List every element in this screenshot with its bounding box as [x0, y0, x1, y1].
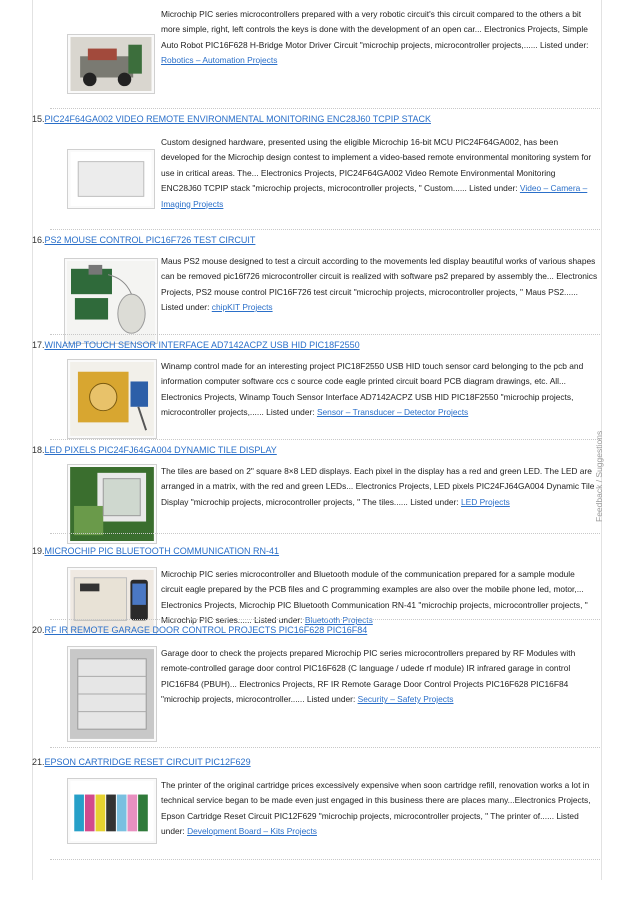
entry-title-link[interactable]: EPSON CARTRIDGE RESET CIRCUIT PIC12F629 — [44, 757, 251, 767]
feedback-tab[interactable] — [592, 412, 604, 522]
separator — [50, 533, 600, 534]
entry-thumbnail[interactable] — [67, 646, 157, 742]
entry-number: 17. — [32, 340, 45, 350]
entry-number: 15. — [32, 114, 45, 124]
touch-sensor-board-image — [70, 362, 154, 436]
entry-title-link[interactable]: RF IR REMOTE GARAGE DOOR CONTROL PROJECTS PIC16F628 PIC16F84 — [44, 625, 368, 635]
separator — [50, 229, 600, 230]
entry-category-link[interactable]: Bluetooth Projects — [304, 615, 373, 626]
bluetooth-breadboard-image — [70, 570, 154, 632]
entry-category-link[interactable]: Video – Camera – Imaging Projects — [161, 183, 588, 209]
entry-category-link[interactable]: chipKIT Projects — [211, 302, 273, 313]
robot-car-image — [70, 37, 152, 91]
entry-category-link[interactable]: LED Projects — [460, 496, 510, 507]
entry-description: The printer of the original cartridge prices excessively expensive when soon cartridge refill, renovation works a lot in technical service began to be made even just engaged in this business there are places many...Electronics Projects, Epson Cartridge Reset Circuit PIC12F629 "microchip projects, microcontroller projects, " The printer of...... Listed under: Development Board – Kits Projects — [161, 780, 591, 837]
separator — [50, 334, 600, 335]
separator — [50, 859, 600, 860]
video-monitor-board-image — [70, 152, 152, 206]
intro-description: Microchip PIC series microcontrollers prepared with a very robotic circuit's this circuit compared to the others a bit more simple, right, left controls the keys is done with the development of an open car... Electronics Projects, Simple Auto Robot PIC16F628 H-Bridge Motor Driver Circuit "microchip projects, microcontroller projects,...... Listed under: Robotics – Automation Projects — [161, 9, 589, 66]
entry-number: 16. — [32, 235, 45, 245]
garage-door-image — [70, 649, 154, 739]
entry-description: Winamp control made for an interesting project PIC18F2550 USB HID touch sensor card belonging to the pcb and information computer software ccs c source code eagle printed circuit board PCB diagram drawings, etc. All... Electronics Projects, Winamp Touch Sensor Interface AD7142ACPZ USB HID PIC18F2550 "microchip projects, microcontroller projects,...... Listed under: Sensor – Transducer – Detector Projects — [161, 361, 584, 418]
entry-title-link[interactable]: PIC24F64GA002 VIDEO REMOTE ENVIRONMENTAL MONITORING ENC28J60 TCPIP STACK — [44, 114, 431, 124]
entry-title-link[interactable]: WINAMP TOUCH SENSOR INTERFACE AD7142ACPZ USB HID PIC18F2550 — [44, 340, 360, 350]
entry-description: Microchip PIC series microcontroller and Bluetooth module of the communication prepared for a sample module circuit eagle prepared by the PCB files and C programming examples are also over the mobile phone led, motor,... Electronics Projects, Microchip PIC Bluetooth Communication RN-41 "microchip projects, microcontroller projects, " Microchip PIC series...... Listed under: Bluetooth Projects — [161, 569, 588, 626]
entry-thumbnail[interactable] — [64, 258, 158, 344]
entry-number: 19. — [32, 546, 45, 556]
entry-category-link[interactable]: Development Board – Kits Projects — [187, 826, 317, 837]
entry-thumbnail[interactable] — [67, 149, 155, 209]
epson-cartridges-image — [70, 781, 154, 841]
entry-thumbnail[interactable] — [67, 359, 157, 439]
robot-car-thumbnail[interactable] — [67, 34, 155, 94]
entry-title-link[interactable]: MICROCHIP PIC BLUETOOTH COMMUNICATION RN-41 — [44, 546, 280, 556]
entry-title-link[interactable]: LED PIXELS PIC24FJ64GA004 DYNAMIC TILE DISPLAY — [44, 445, 277, 455]
entry-thumbnail[interactable] — [67, 464, 157, 544]
separator — [50, 439, 600, 440]
entry-number: 18. — [32, 445, 45, 455]
entry-description: Garage door to check the projects prepared Microchip PIC series microcontrollers prepared by RF Modules with remote-controlled garage door control PIC16F628 (C language / udede rf module) IR infrared garage in control PIC16F84 (PBUH)... Electronics Projects, RF IR Remote Garage Door Control Projects PIC16F628 PIC16F84 "microchip projects, microcontroller...... Listed under: Security – Safety Projects — [161, 648, 576, 705]
entry-description: Custom designed hardware, presented using the eligible Microchip 16-bit MCU PIC24F64GA002, has been developed for the Microchip design contest to implement a video-based remote environmental monitoring system for use in critical areas. The... Electronics Projects, PIC24F64GA002 Video Remote Environmental Monitoring ENC28J60 TCPIP stack "microchip projects, microcontroller projects, " Custom...... Listed under: Video – Camera – Imaging Projects — [161, 137, 592, 209]
entry-title-link[interactable]: PS2 MOUSE CONTROL PIC16F726 TEST CIRCUIT — [44, 235, 256, 245]
entry-description: Maus PS2 mouse designed to test a circuit according to the movements led display beautiful works of various shapes can be removed pic16f726 microcontroller circuit is realized with software ps2 prepared by assembly the... Electronics Projects, PS2 mouse control PIC16F726 test circuit "microchip projects, microcontroller projects, " Maus PS2...... Listed under: chipKIT Projects — [161, 256, 598, 313]
entry-description: The tiles are based on 2" square 8×8 LED displays. Each pixel in the display has a red and green LED. The LED are arranged in a matrix, with the red and green LEDs... Electronics Projects, LED pixels PIC24FJ64GA004 Dynamic Tile Display "microchip projects, microcontroller projects, " The tiles...... Listed under: LED Projects — [161, 466, 595, 507]
entry-category-link[interactable]: Sensor – Transducer – Detector Projects — [316, 407, 469, 418]
entry-number: 20. — [32, 625, 45, 635]
entry-number: 21. — [32, 757, 45, 767]
ps2-mouse-circuit-image — [67, 261, 155, 341]
separator — [50, 108, 600, 109]
entry-thumbnail[interactable] — [67, 778, 157, 844]
led-pixel-tile-image — [70, 467, 154, 541]
feedback-label: Feedback / Suggestions — [594, 430, 604, 522]
entry-category-link[interactable]: Security – Safety Projects — [357, 694, 454, 705]
intro-category-link[interactable]: Robotics – Automation Projects — [161, 55, 278, 66]
separator — [50, 747, 600, 748]
separator — [50, 619, 600, 620]
page-frame — [32, 0, 602, 880]
